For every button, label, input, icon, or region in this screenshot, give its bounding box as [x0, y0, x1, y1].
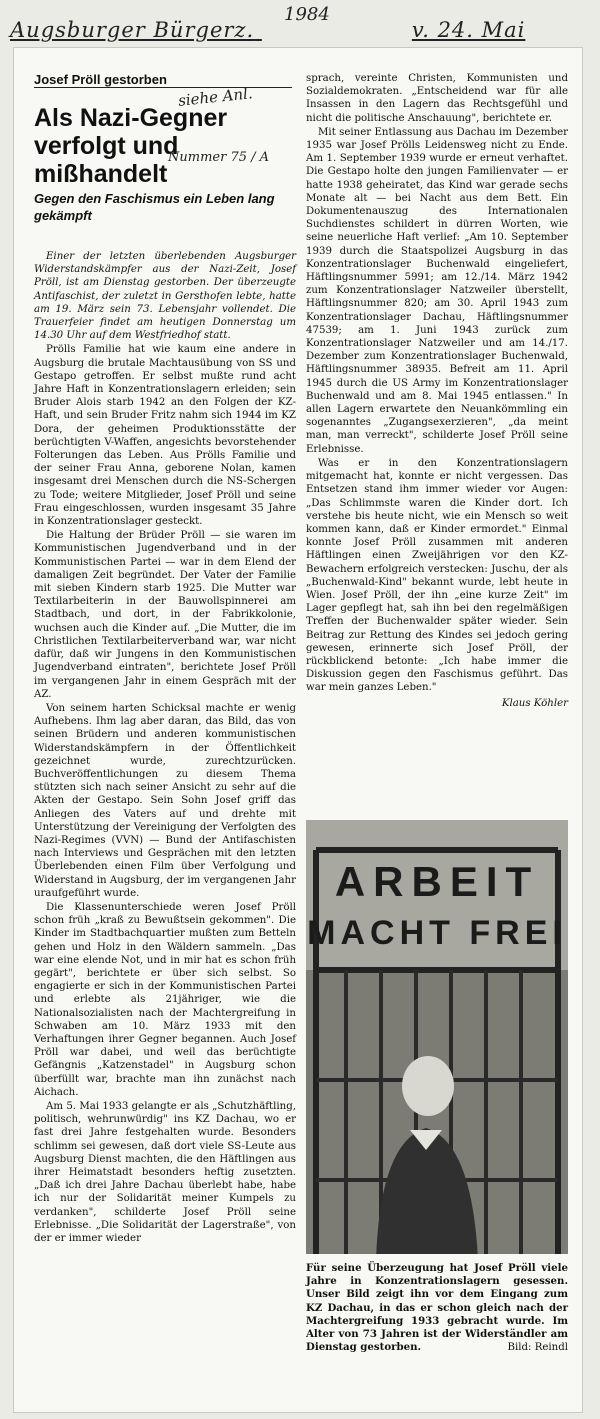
handwritten-item-number: Nummer 75 / A — [168, 150, 270, 165]
article-photo — [306, 820, 568, 1254]
article-paragraph: Was er in den Konzentrationslagern mitgemacht hat, konnte er nicht vergessen. Das Entsetzen stand ihm immer wieder vor Augen: „Das Schlimmste waren die Kinder dort. Ich verstehe bis heute nicht, wie ein Mensch so weit kommen kann, daß er Kinder ermordet." Einmal konnte Josef Pröll zusammen mit anderen Häftlingen einen Zweijährigen vor den KZ-Bewachern erfolgreich verstecken: Juschu, der als „Buchenwald-Kind" bekannt wurde, lebt heute in Wien. Josef Pröll, der ihn „eine kurze Zeit" im Lager gepflegt hat, sah ihn bei den regelmäßigen Treffen der Buchenwalder später wieder. Sein Beitrag zur Rettung des Kindes sei jedoch gering gewesen, erinnerte sich Josef Pröll, der rückblickend betonte: „Ich habe immer die Diskussion gegen den Faschismus geführt. Das war mein ganzes Leben." — [306, 457, 568, 694]
person-silhouette — [366, 1050, 486, 1254]
handwritten-year: 1984 — [284, 4, 330, 25]
article-headline: Als Nazi-Gegner verfolgt und mißhandelt — [34, 104, 228, 188]
gate-inscription-line1: ARBEIT — [334, 858, 540, 905]
article-author: Klaus Köhler — [501, 697, 568, 709]
article-lead-paragraph: Einer der letzten überlebenden Augsburger Widerstandskämpfer aus der Nazi-Zeit, Josef Pröll, ist am Dienstag gestorben. Der überzeugte Antifaschist, der zuletzt in Gersthofen lebte, hatte am 19. März sein 73. Lebensjahr vollendet. Die Trauerfeier findet am heutigen Donnerstag um 14.30 Uhr auf dem Westfriedhof statt. — [34, 251, 296, 342]
article-paragraph: Von seinem harten Schicksal machte er wenig Aufhebens. Ihm lag aber daran, das Bild, das von seinen Brüdern und anderen kommunistischen Widerstandskämpfern in der Öffentlichkeit gezeichnet wurde, zurechtzurücken. Buchveröffentlichungen zu diesem Thema stützten sich nach seiner Ansicht zu sehr auf die Akten der Gestapo. Sein Sohn Josef griff das Anliegen des Vaters auf und drehte mit Unterstützung der Vereinigung der Verfolgten des Nazi-Regimes (VVN) — Bund der Antifaschisten nach Interviews und Gesprächen mit den letzten Überlebenden einen Film über Verfolgung und Widerstand in Augsburg, der im vergangenen Jahr uraufgeführt wurde. — [34, 702, 296, 899]
article-paragraph: Die Klassenunterschiede weren Josef Pröll schon früh „kraß zu Bewußtsein gekommen". Die Kinder im Stadtbachquartier mußten zum Betteln gehen und Holz in den Wäldern sammeln. „Das war eine elende Not, und in mir hat es schon früh gegärt", berichtete er über sich selbst. So engagierte er sich in der Kommunistischen Partei und erlebte als 21jähriger, wie die Nationalsozialisten nach der Machtergreifung in Schwaben am 10. März 1933 mit den Verhaftungen ihrer Gegner begannen. Auch Josef Pröll war dabei, und weil das berüchtigte Gefängnis „Katzenstadel" in Augsburg schon überfüllt war, brachte man ihn zunächst nach Aichach. — [34, 901, 296, 1098]
handwritten-header-note — [10, 18, 525, 42]
handwritten-margin-note: siehe Anl. — [177, 84, 254, 110]
gate-inscription-line2: MACHT FREI — [307, 914, 567, 952]
photo-caption — [306, 1262, 568, 1354]
photo-credit: Bild: Reindl — [507, 1342, 568, 1354]
article-column-right — [306, 72, 568, 710]
article-paragraph: Am 5. Mai 1933 gelangte er als „Schutzhäftling, politisch, wehrunwürdig" ins KZ Dachau, wo er fast drei Jahre festgehalten wurde. Besonders schlimm sei gewesen, daß dort viele SS-Leute aus Augsburg Dienst machten, die den Häftlingen aus ihrer Heimatstadt besonders heftig zusetzten. „Daß ich drei Jahre Dachau überlebt habe, habe ich nur der Solidarität meiner Kumpels zu verdanken", schilderte Josef Pröll seine Erlebnisse. „Die Solidarität der Lagerstraße", von der er immer wieder — [34, 1101, 296, 1245]
handwritten-paper-name: Augsburger Bürgerz. — [10, 18, 255, 42]
article-kicker: Josef Pröll gestorben — [34, 72, 292, 88]
article-paragraph: Die Haltung der Brüder Pröll — sie waren im Kommunistischen Jugendverband und in der Kommunistischen Partei — war in dem Elend der damaligen Zeit begründet. Der Vater der Familie mit sieben Kindern starb 1925. Die Mutter war Textilarbeiterin in der Bauwollspinnerei am Stadtbach, und dort, in der Fabrikkolonie, wuchsen auch die Kinder auf. „Die Mutter, die im Christlichen Textilarbeiterverband war, war nicht dafür, daß wir Jungens in den Kommunistischen Jugendverband eintraten", berichtete Josef Pröll im vergangenen Jahr in einem Gespräch mit der AZ. — [34, 530, 296, 700]
handwritten-date: v. 24. Mai — [411, 18, 526, 42]
article-paragraph: sprach, vereinte Christen, Kommunisten und Sozialdemokraten. „Entscheidend war für alle Insassen in den Lagern das Rechtsgefühl und nicht die politische Anschauung", berichtete er. — [306, 73, 568, 124]
article-column-left — [34, 250, 296, 1246]
article-paragraph: Prölls Familie hat wie kaum eine andere in Augsburg die brutale Machtausübung von SS und Gestapo getroffen. Er selbst mußte rund acht Jahre Haft in Konzentrationslagern erleiden; sein Bruder Alois starb 1942 an den Folgen der KZ-Haft, und sein Bruder Fritz nahm sich 1944 im KZ Dora, der geheimen Produktionsstätte der berüchtigten V-Waffen, angesichts bevorstehender Folterungen das Leben. Aus Prölls Familie und der seiner Frau Anna, geborene Nolan, kamen insgesamt drei Menschen durch die NS-Schergen zu Tode; weitere Mitglieder, Josef Pröll und seine Frau eingeschlossen, wurden insgesamt 35 Jahre in Konzentrationslager gesteckt. — [34, 344, 296, 528]
photo-caption-text: Für seine Überzeugung hat Josef Pröll viele Jahre in Konzentrationslagern gesessen. Unser Bild zeigt ihn vor dem Eingang zum KZ Dachau, in das er schon gleich nach der Machtergreifung 1933 gebracht wurde. Im Alter von 73 Jahren ist der Widerständler am Dienstag gestorben. — [306, 1262, 568, 1354]
article-subheadline: Gegen den Faschismus ein Leben lang gekämpft — [34, 191, 275, 223]
article-paragraph: Mit seiner Entlassung aus Dachau im Dezember 1935 war Josef Prölls Leidensweg nicht zu Ende. Am 1. September 1939 wurde er erneut verhaftet. Die Gestapo holte den jungen Familienvater — er hatte 1938 geheiratet, das Kind war gerade sechs Monate alt — bei Nacht aus dem Bett. Ein Dokumentenauszug des Internationalen Suchdienstes schildert in dürren Worten, wie seine neuerliche Haft verlief: „Am 10. September 1939 durch die Staatspolizei Augsburg in das Konzentrationslager Buchenwald eingeliefert, Häftlingsnummer 5991; am 12./14. März 1942 zum Konzentrationslager Natzweiler überstellt, Häftlingsnummer 820; am 30. April 1943 zum Konzentrationslager Dachau, Häftlingsnummer 47539; am 1. Juni 1943 zurück zum Konzentrationslager Natzweiler und am 14./17. Dezember zum Konzentrationslager Buchenwald, Häftlingsnummer 38935. Befreit am 11. April 1945 durch die US Army im Konzentrationslager Buchenwald und am 8. Mai 1945 entlassen." In allen Lagern erwartete den Neuankömmling ein sogenanntes „Zugangsexerzieren", „da meint man, man verreckt", schilderte Josef Pröll seine Erlebnisse. — [306, 126, 568, 455]
